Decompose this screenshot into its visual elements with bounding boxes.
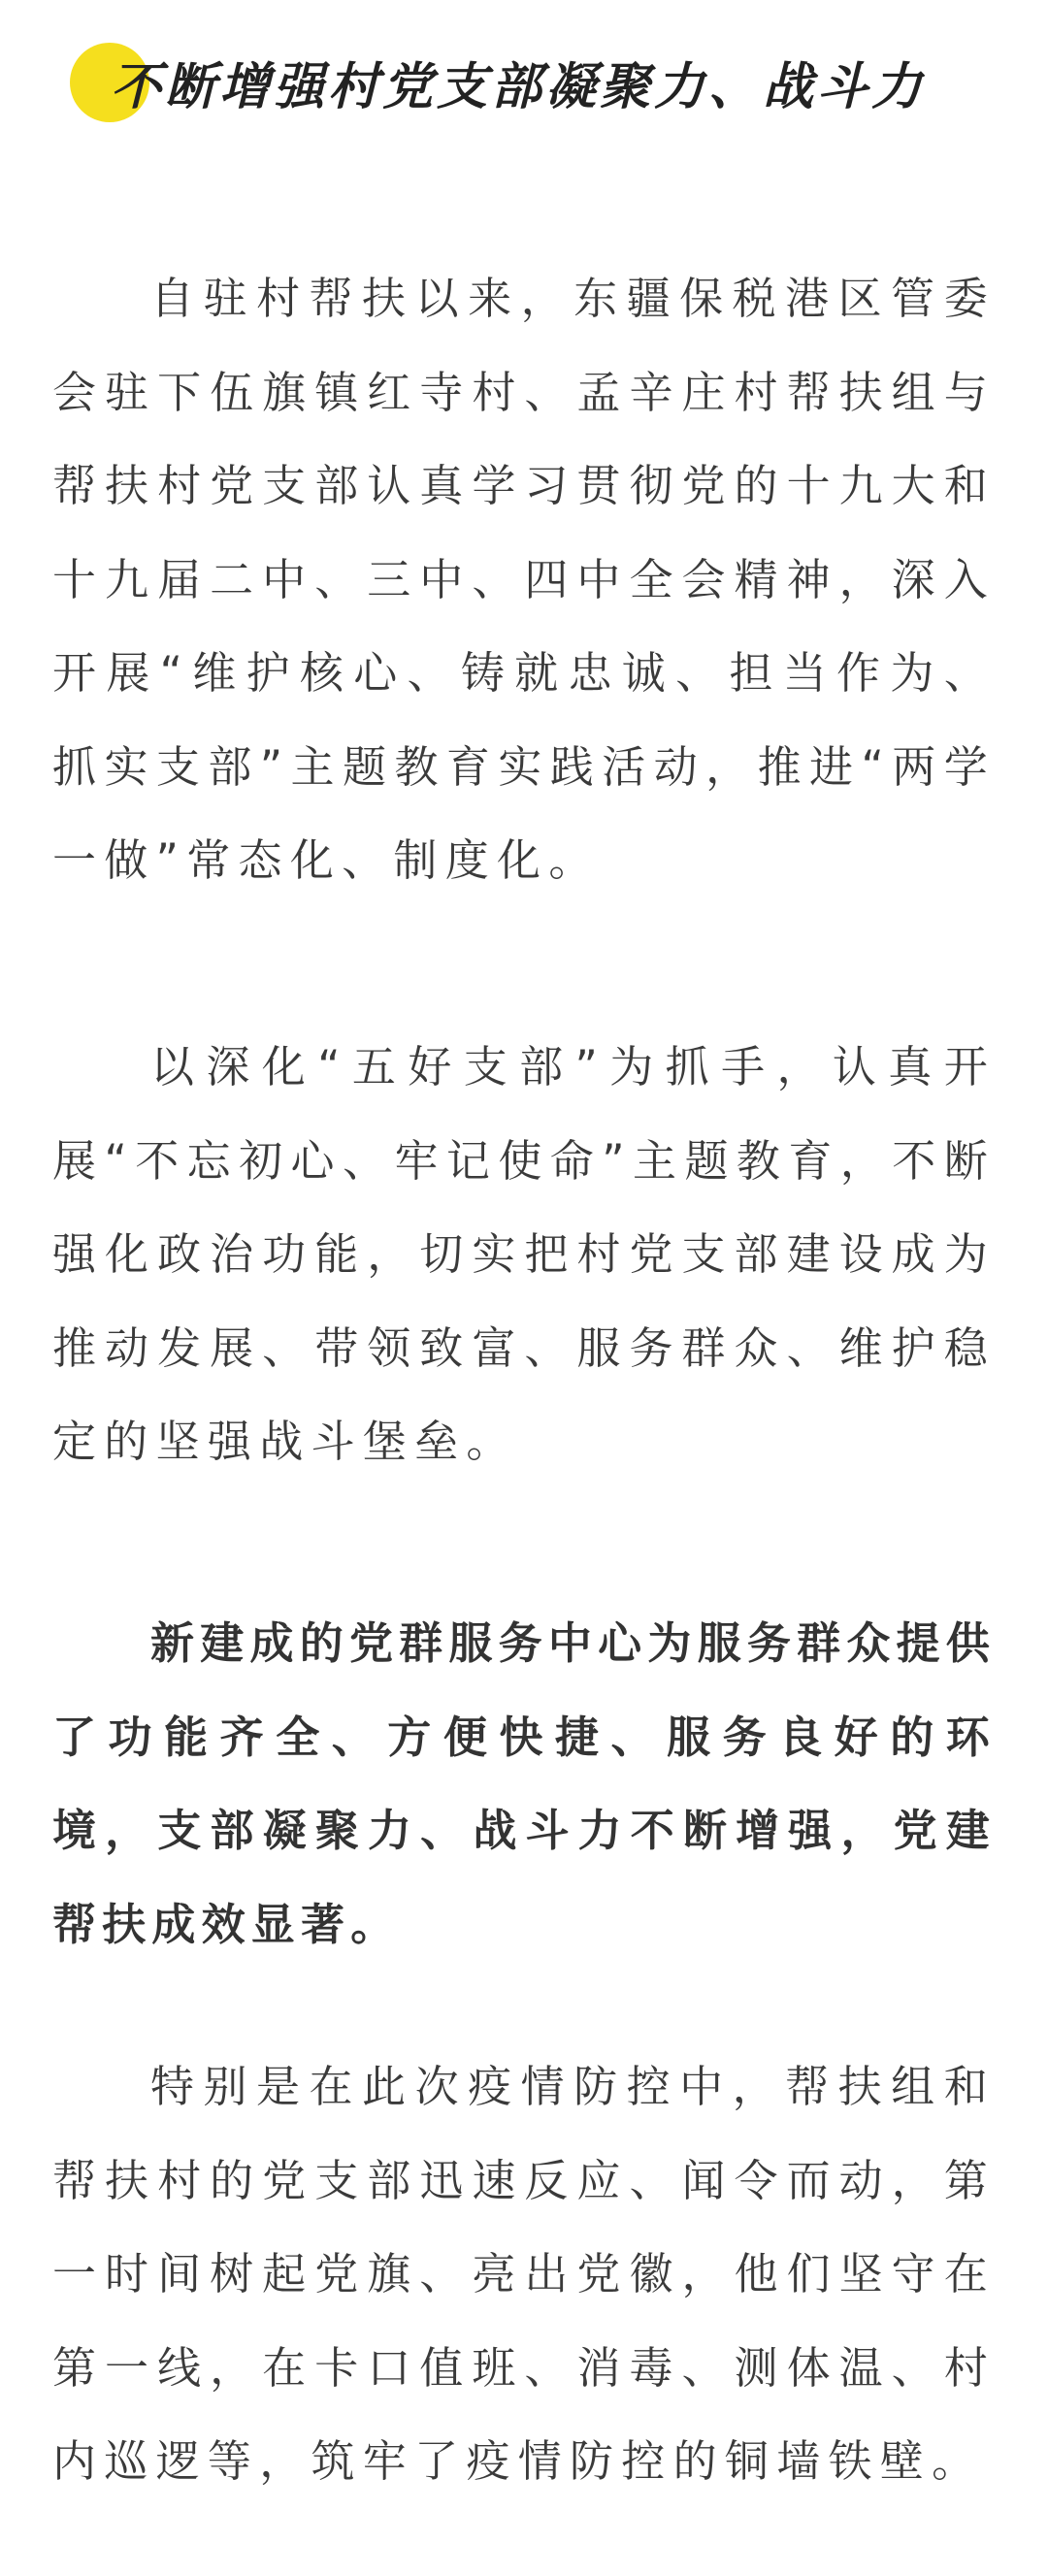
heading-title: 不断增强村党支部凝聚力、战斗力 xyxy=(111,58,927,116)
paragraph-3-bold: 新建成的党群服务中心为服务群众提供了功能齐全、方便快捷、服务良好的环境，支部凝聚力、战斗力不断增强，党建帮扶成效显著。 xyxy=(52,1617,996,1950)
article-heading xyxy=(54,39,1005,146)
paragraph-1: 自驻村帮扶以来，东疆保税港区管委会驻下伍旗镇红寺村、孟辛庄村帮扶组与帮扶村党支部认真学习贯彻党的十九大和十九届二中、三中、四中全会精神，深入开展“维护核心、铸就忠诚、担当作为、抓实支部”主题教育实践活动，推进“两学一做”常态化、制度化。 xyxy=(52,273,996,886)
paragraph-2: 以深化“五好支部”为抓手，认真开展“不忘初心、牢记使命”主题教育，不断强化政治功能，切实把村党支部建设成为推动发展、带领致富、服务群众、维护稳定的坚强战斗堡垒。 xyxy=(52,1041,996,1467)
paragraph-4: 特别是在此次疫情防控中，帮扶组和帮扶村的党支部迅速反应、闻令而动，第一时间树起党旗、亮出党徽，他们坚守在第一线，在卡口值班、消毒、测体温、村内巡逻等，筑牢了疫情防控的铜墙铁壁。 xyxy=(52,2061,996,2487)
